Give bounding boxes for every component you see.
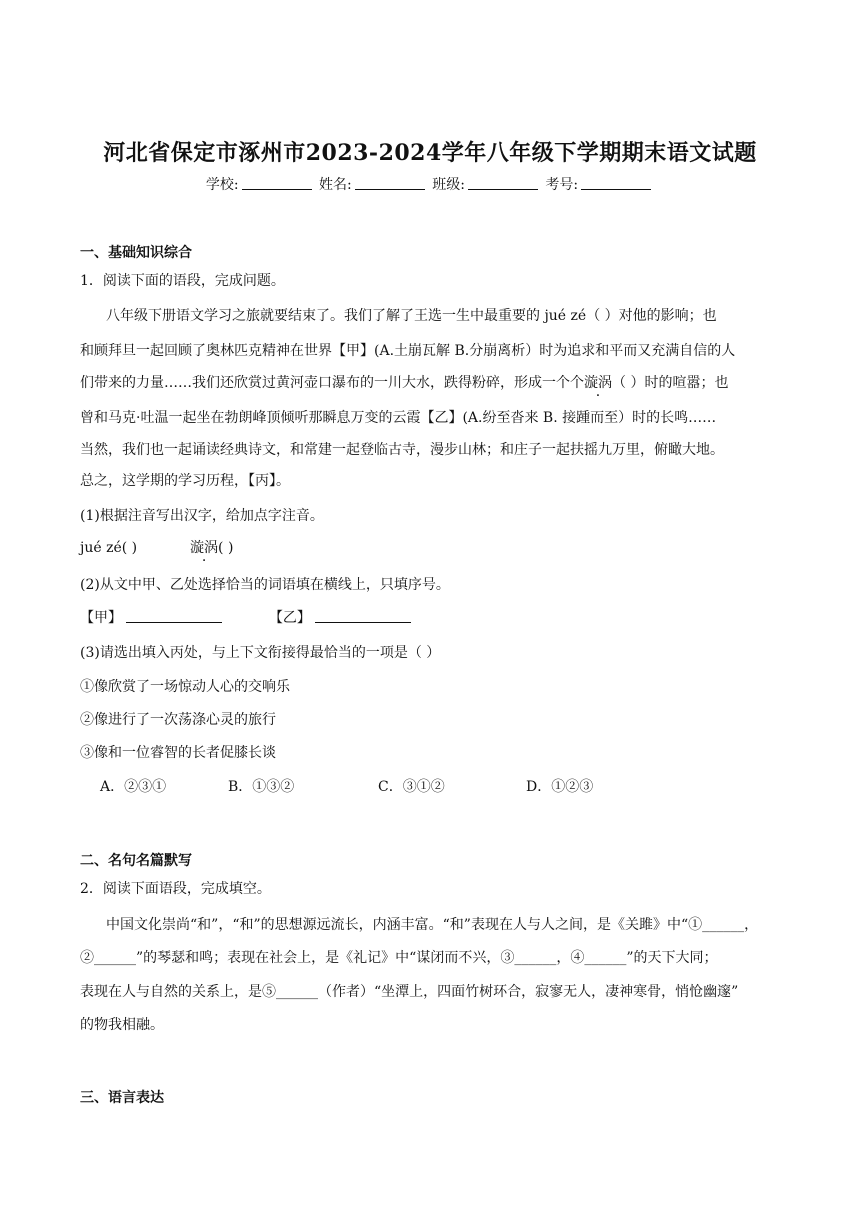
option-d[interactable]: D．①②③ xyxy=(526,779,594,795)
yi-blank[interactable] xyxy=(315,609,411,623)
passage-line-3-text: 们带来的力量……我们还欣赏过黄河壶口瀑布的一川大水，跌得粉碎，形成一个个 xyxy=(80,375,584,391)
sub-question-3: (3)请选出填入丙处，与上下文衔接得最恰当的一项是（ ） xyxy=(80,645,441,661)
school-blank[interactable] xyxy=(242,176,312,190)
name-label: 姓名: xyxy=(319,177,352,193)
passage-line-2: 和顾拜旦一起回顾了奥林匹克精神在世界【甲】(A.土崩瓦解 B.分崩离析）时为追求和平而又充满自信的人 xyxy=(80,343,736,359)
section-heading-2: 二、名句名篇默写 xyxy=(80,853,192,869)
exam-no-label: 考号: xyxy=(545,177,579,193)
poem-line-1: 中国文化崇尚“和”，“和”的思想源远流长，内涵丰富。“和”表现在人与人之间，是《关雎》中“①______， xyxy=(106,917,759,933)
passage-line-3 xyxy=(80,372,800,392)
poem-line-4: 的物我相融。 xyxy=(80,1017,164,1033)
class-label: 班级: xyxy=(432,177,465,193)
dotted-word-vortex-2: 漩涡 xyxy=(190,540,219,556)
choice-item-2: ②像进行了一次荡涤心灵的旅行 xyxy=(80,712,276,728)
question-2-stem: 2．阅读下面语段，完成填空。 xyxy=(80,881,271,897)
section-heading-3: 三、语言表达 xyxy=(80,1090,164,1106)
school-label: 学校: xyxy=(205,177,239,193)
pinyin-jueze: jué zé( ) xyxy=(80,540,138,556)
sub-question-2: (2)从文中甲、乙处选择恰当的词语填在横线上，只填序号。 xyxy=(80,577,450,593)
passage-line-3-tail: （ ）时的喧嚣；也 xyxy=(612,375,729,391)
choice-item-3: ③像和一位睿智的长者促膝长谈 xyxy=(80,745,276,761)
option-c[interactable]: C．③①② xyxy=(378,779,445,795)
exam-title: 河北省保定市涿州市2023-2024学年八年级下学期期末语文试题 xyxy=(103,140,757,166)
passage-line-4: 曾和马克·吐温一起坐在勃朗峰顶倾听那瞬息万变的云霞【乙】(A.纷至沓来 B. 接踵而至）时的长鸣…… xyxy=(80,410,717,426)
name-blank[interactable] xyxy=(355,176,425,190)
question-1-stem: 1．阅读下面的语段，完成问题。 xyxy=(80,273,285,289)
fill-jia-yi-line xyxy=(80,607,800,627)
poem-line-2: ②______”的琴瑟和鸣；表现在社会上，是《礼记》中“谋闭而不兴，③______，④______”的天下大同； xyxy=(80,950,718,966)
option-a[interactable]: A．②③① xyxy=(100,779,167,795)
jia-label: 【甲】 xyxy=(80,610,122,626)
yi-label: 【乙】 xyxy=(268,610,311,626)
passage-line-5: 当然，我们也一起诵读经典诗文，和常建一起登临古寺，漫步山林；和庄子一起扶摇九万里，俯瞰大地。 xyxy=(80,442,724,458)
option-b[interactable]: B．①③② xyxy=(228,779,295,795)
jia-blank[interactable] xyxy=(126,609,222,623)
student-info-line xyxy=(0,174,860,194)
dotted-word-vortex: 漩涡 xyxy=(584,375,612,391)
class-blank[interactable] xyxy=(468,176,538,190)
section-heading-1: 一、基础知识综合 xyxy=(80,245,192,261)
choice-item-1: ①像欣赏了一场惊动人心的交响乐 xyxy=(80,679,290,695)
exam-no-blank[interactable] xyxy=(581,176,651,190)
passage-line-1: 八年级下册语文学习之旅就要结束了。我们了解了王选一生中最重要的 jué zé（ ）对他的影响；也 xyxy=(106,308,717,324)
passage-line-6: 总之，这学期的学习历程，【丙】。 xyxy=(80,473,290,489)
pinyin-answer-line xyxy=(80,537,800,557)
sub-question-1: (1)根据注音写出汉字，给加点字注音。 xyxy=(80,508,324,524)
vortex-answer-blank[interactable]: ( ) xyxy=(218,540,234,556)
poem-line-3: 表现在人与自然的关系上，是⑤______（作者）“坐潭上，四面竹树环合，寂寥无人，凄神寒骨，悄怆幽邃” xyxy=(80,984,739,1000)
